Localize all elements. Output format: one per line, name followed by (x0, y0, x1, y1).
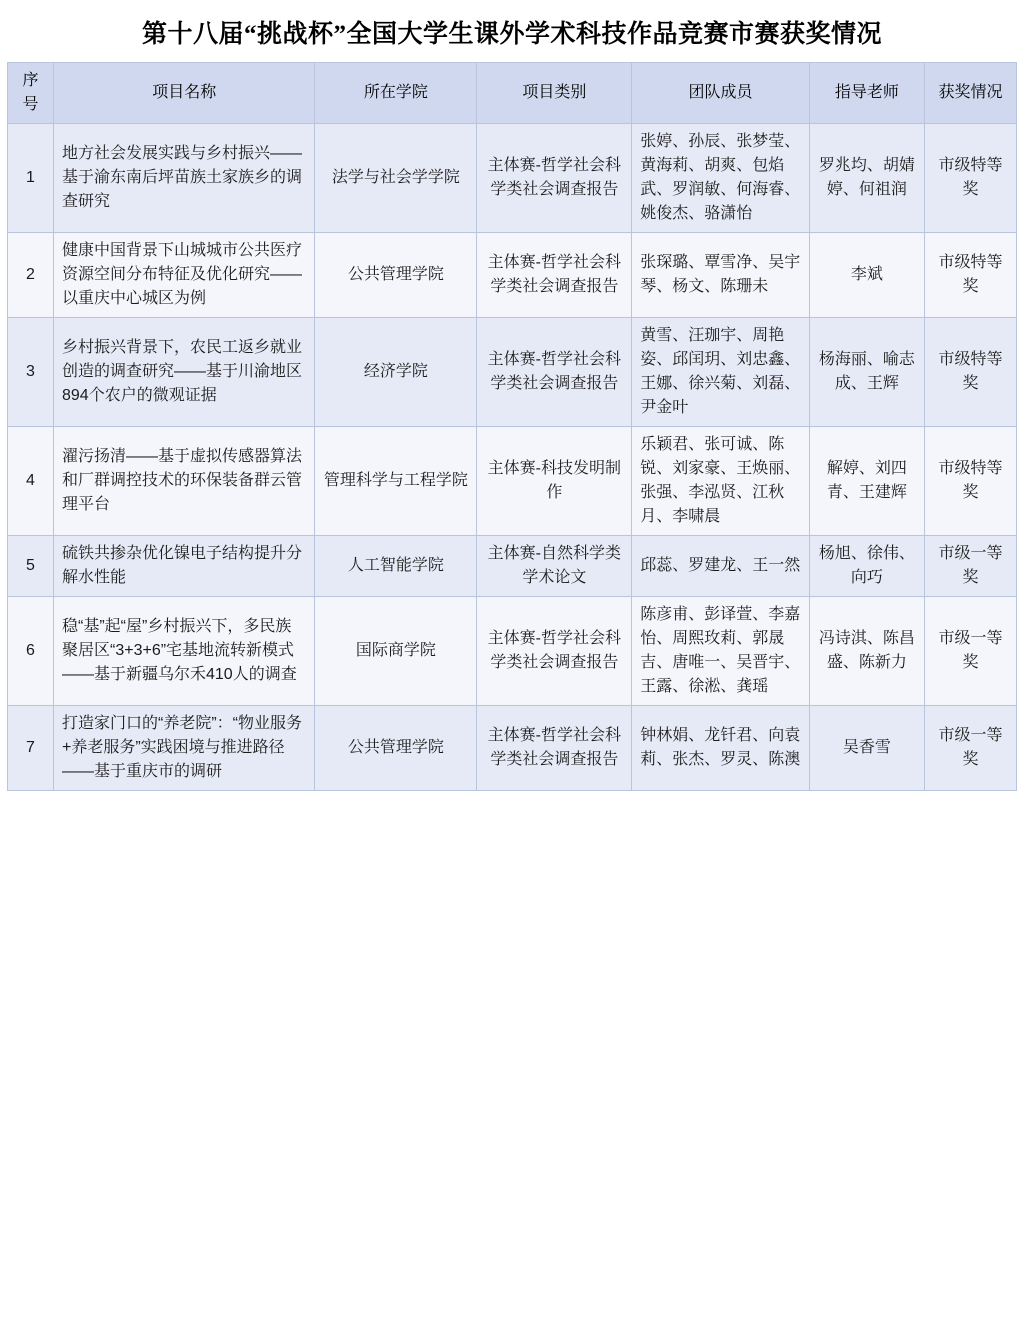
column-header-index: 序号 (8, 63, 54, 124)
cell-college: 人工智能学院 (315, 536, 477, 597)
cell-teacher: 罗兆均、胡婧婷、何祖润 (809, 124, 924, 233)
cell-members: 张琛璐、覃雪净、吴宇琴、杨文、陈珊未 (632, 233, 810, 318)
cell-category: 主体赛-哲学社会科学类社会调查报告 (477, 233, 632, 318)
page-title: 第十八届“挑战杯”全国大学生课外学术科技作品竞赛市赛获奖情况 (141, 21, 882, 48)
table-row (8, 124, 1017, 233)
cell-project: 稳“基”起“屋”乡村振兴下，多民族聚居区“3+3+6”宅基地流转新模式——基于新疆乌尔禾410人的调查 (54, 597, 315, 706)
cell-members: 乐颖君、张可诚、陈锐、刘家豪、王焕丽、张强、李泓贤、江秋月、李啸晨 (632, 427, 810, 536)
cell-award: 市级一等奖 (924, 536, 1016, 597)
cell-category: 主体赛-哲学社会科学类社会调查报告 (477, 597, 632, 706)
column-header-teacher: 指导老师 (809, 63, 924, 124)
cell-teacher: 冯诗淇、陈昌盛、陈新力 (809, 597, 924, 706)
column-header-college: 所在学院 (315, 63, 477, 124)
cell-category: 主体赛-科技发明制作 (477, 427, 632, 536)
table-header (8, 63, 1017, 124)
cell-award: 市级特等奖 (924, 318, 1016, 427)
cell-members: 钟林娟、龙钎君、向袁莉、张杰、罗灵、陈澳 (632, 706, 810, 791)
cell-members: 黄雪、汪珈宇、周艳姿、邱闰玥、刘忠鑫、王娜、徐兴菊、刘磊、尹金叶 (632, 318, 810, 427)
cell-project: 濯污扬清——基于虚拟传感器算法和厂群调控技术的环保装备群云管理平台 (54, 427, 315, 536)
cell-award: 市级特等奖 (924, 233, 1016, 318)
award-table (7, 62, 1017, 791)
cell-project: 硫铁共掺杂优化镍电子结构提升分解水性能 (54, 536, 315, 597)
cell-teacher: 解婷、刘四青、王建辉 (809, 427, 924, 536)
cell-teacher: 杨海丽、喻志成、王辉 (809, 318, 924, 427)
cell-category: 主体赛-哲学社会科学类社会调查报告 (477, 706, 632, 791)
table-row (8, 427, 1017, 536)
cell-award: 市级特等奖 (924, 427, 1016, 536)
table-row (8, 597, 1017, 706)
cell-teacher: 吴香雪 (809, 706, 924, 791)
cell-award: 市级特等奖 (924, 124, 1016, 233)
cell-teacher: 李斌 (809, 233, 924, 318)
cell-award: 市级一等奖 (924, 706, 1016, 791)
cell-teacher: 杨旭、徐伟、向巧 (809, 536, 924, 597)
column-header-project: 项目名称 (54, 63, 315, 124)
cell-index: 1 (8, 124, 54, 233)
cell-category: 主体赛-哲学社会科学类社会调查报告 (477, 318, 632, 427)
cell-college: 法学与社会学学院 (315, 124, 477, 233)
cell-project: 打造家门口的“养老院”：“物业服务+养老服务”实践困境与推进路径——基于重庆市的调研 (54, 706, 315, 791)
table-row (8, 706, 1017, 791)
column-header-award: 获奖情况 (924, 63, 1016, 124)
cell-members: 张婷、孙辰、张梦莹、黄海莉、胡爽、包焰武、罗润敏、何海睿、姚俊杰、骆潇怡 (632, 124, 810, 233)
cell-index: 4 (8, 427, 54, 536)
cell-members: 陈彦甫、彭译萱、李嘉怡、周熙玫莉、郭晟吉、唐唯一、吴晋宇、王露、徐淞、龚瑶 (632, 597, 810, 706)
cell-index: 7 (8, 706, 54, 791)
cell-category: 主体赛-哲学社会科学类社会调查报告 (477, 124, 632, 233)
column-header-members: 团队成员 (632, 63, 810, 124)
cell-college: 公共管理学院 (315, 233, 477, 318)
table-row (8, 318, 1017, 427)
cell-category: 主体赛-自然科学类学术论文 (477, 536, 632, 597)
cell-college: 经济学院 (315, 318, 477, 427)
cell-college: 国际商学院 (315, 597, 477, 706)
cell-project: 乡村振兴背景下，农民工返乡就业创造的调查研究——基于川渝地区894个农户的微观证据 (54, 318, 315, 427)
cell-college: 公共管理学院 (315, 706, 477, 791)
cell-project: 地方社会发展实践与乡村振兴——基于渝东南后坪苗族土家族乡的调查研究 (54, 124, 315, 233)
table-row (8, 536, 1017, 597)
column-header-category: 项目类别 (477, 63, 632, 124)
cell-members: 邱蕊、罗建龙、王一然 (632, 536, 810, 597)
table-body (8, 124, 1017, 791)
cell-index: 3 (8, 318, 54, 427)
cell-award: 市级一等奖 (924, 597, 1016, 706)
table-row (8, 233, 1017, 318)
cell-college: 管理科学与工程学院 (315, 427, 477, 536)
cell-index: 5 (8, 536, 54, 597)
table-header-row (8, 63, 1017, 124)
cell-index: 6 (8, 597, 54, 706)
cell-index: 2 (8, 233, 54, 318)
cell-project: 健康中国背景下山城城市公共医疗资源空间分布特征及优化研究——以重庆中心城区为例 (54, 233, 315, 318)
